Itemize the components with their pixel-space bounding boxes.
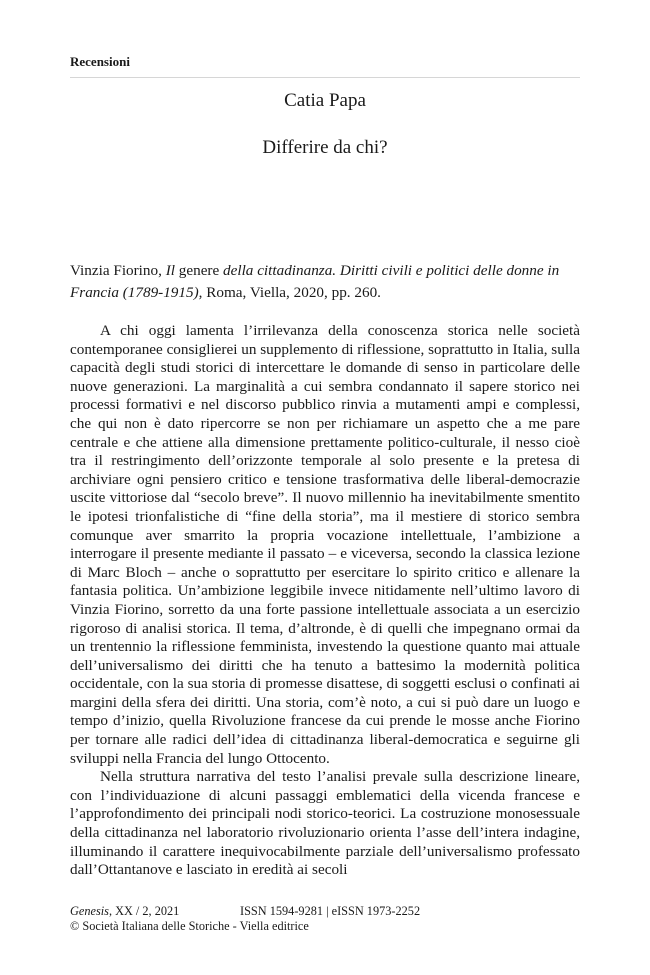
citation-publication: , Roma, Viella, 2020, pp. 260. xyxy=(198,284,381,301)
book-citation xyxy=(70,260,580,304)
page-footer xyxy=(70,904,580,934)
review-body xyxy=(70,322,580,880)
journal-name: Genesis xyxy=(70,904,109,918)
journal-issn: ISSN 1594-9281 | eISSN 1973-2252 xyxy=(240,904,421,918)
header-divider xyxy=(70,77,580,78)
citation-author: Vinzia Fiorino, xyxy=(70,262,166,279)
review-title: Differire da chi? xyxy=(262,137,388,158)
review-author: Catia Papa xyxy=(284,90,366,111)
citation-title-part1: Il xyxy=(165,262,175,279)
section-label: Recensioni xyxy=(70,54,130,69)
journal-volume: , XX / 2, 2021 xyxy=(108,904,180,918)
body-paragraph-1: A chi oggi lamenta l’irrilevanza della conoscenza storica nelle società contemporanee consiglierei un supplemento di riflessione, soprattutto in Italia, sulla capacità degli studi storici di intercettare le domande di senso in particolare delle nuove generazioni. La marginalità a cui sembra condannato il sapere storico nei processi formativi e nel discorso pubblico rinvia a mutamenti ampi e complessi, che qui non è dato ripercorre se non per richiamare un aspetto che a me pare centrale e che attiene alla dimensione prettamente politico-culturale, il nesso cioè tra il restringimento dell’orizzonte temporale al solo presente e la pretesa di archiviare ogni pensiero critico e tensione trasformativa delle liberal-democrazie uscite vittoriose dal “secolo breve”. Il nuovo millennio ha inevitabilmente smentito le ipotesi trionfalistiche di “fine della storia”, ma il mestiere di storico sembra comunque aver smarrito la propria vocazione intellettuale, l’ambizione a interrogare il presente mediante il passato – e viceversa, secondo la classica lezione di Marc Bloch – anche o soprattutto per esercitare lo spirito critico e allenare la fantasia politica. Un’ambizione leggibile invece nitidamente nell’ultimo lavoro di Vinzia Fiorino, sorretto da una forte passione intellettuale associata a un esercizio rigoroso di analisi storica. Il tema, d’altronde, è di quelli che impegnano ormai da un trentennio la riflessione femminista, investendo la questione quanto mai attuale dell’universalismo dei diritti che ha tenuto a battesimo la modernità politica occidentale, con la sua storia di promesse disattese, di soggetti esclusi o confinati ai margini della sfera dei diritti. Una storia, com’è noto, a cui si può dare un luogo e tempo d’inizio, quella Rivoluzione francese da cui prende le mosse anche Fiorino per tornare alle radici dell’idea di cittadinanza liberal-democratica e seguirne gli sviluppi nella Francia del lungo Ottocento. xyxy=(70,322,580,767)
citation-title-part3: della cittadinanza. Diritti civili e politici delle donne in Francia (1789-1915) xyxy=(70,262,560,301)
body-paragraph-2: Nella struttura narrativa del testo l’analisi prevale sulla descrizione lineare, con l’individuazione di alcuni passaggi emblematici della vicenda francese e l’approfondimento dei principali nodi storico-teorici. La costruzione monosessuale della cittadinanza nel laboratorio rivoluzionario orienta l’asse dell’intera indagine, illuminando il carattere inequivocabilmente parziale dell’universalismo professato dall’Ottantanove e lasciato in eredità ai secoli xyxy=(70,768,580,879)
citation-title-part2: genere xyxy=(174,262,224,279)
copyright-line: © Società Italiana delle Storiche - Viella editrice xyxy=(70,919,309,933)
